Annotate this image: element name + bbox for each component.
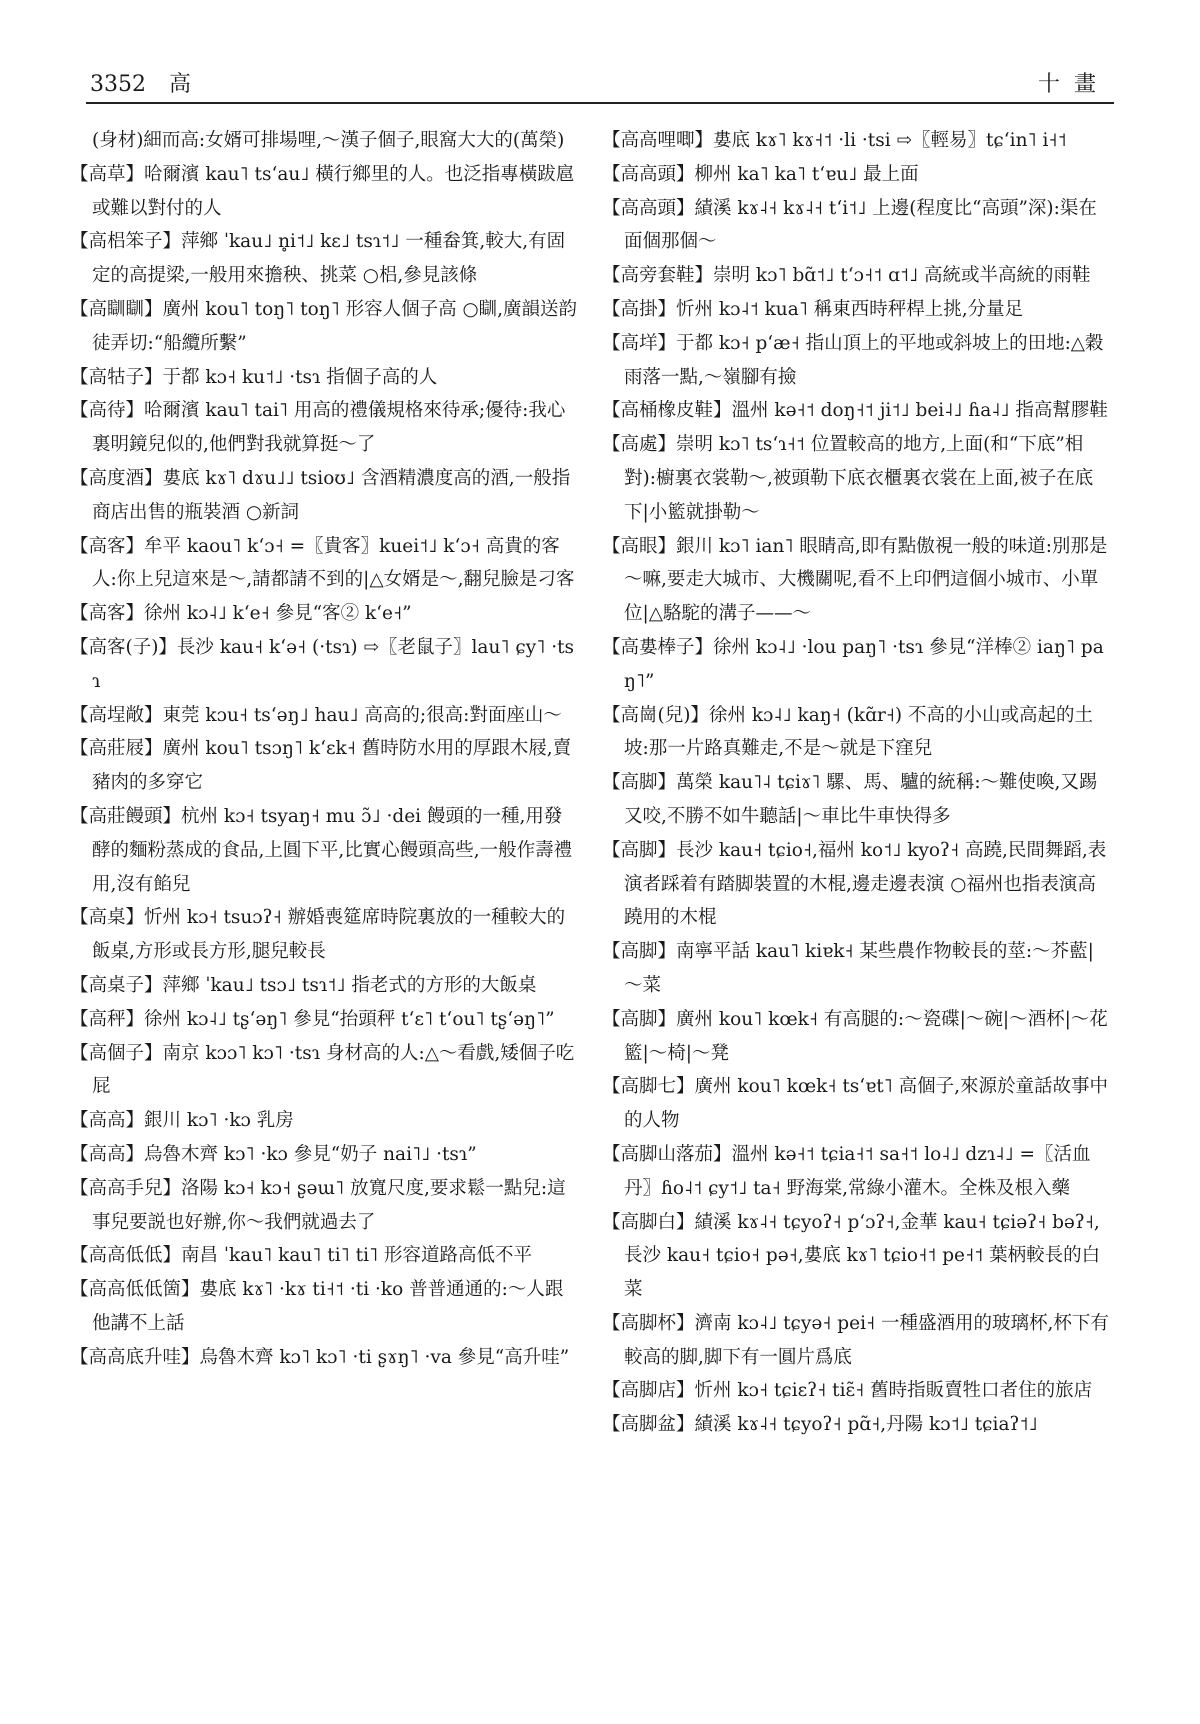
- dictionary-entry: 【高掛】忻州 kɔ˨˦ kua˥ 稱東西時秤桿上挑,分量足: [602, 298, 1024, 320]
- dictionary-entry: 【高垟】于都 kɔ˧ pʻæ˧ 指山頂上的平地或斜坡上的田地:△穀雨落一點,～嶺腳有撿: [602, 332, 1104, 388]
- left-column: [70, 124, 580, 1374]
- dictionary-entry: 【高高頭】柳州 ka˥ ka˥ tʻɐu˩ 最上面: [602, 163, 919, 185]
- dictionary-entry: 【高婁棒子】徐州 kɔ˨˩ ·lou paŋ˥ ·tsɿ 參見“洋棒② iaŋ˥ paŋ˥”: [602, 636, 1104, 692]
- dictionary-entry: 【高脚杯】濟南 kɔ˨˩ tɕyə˧ pei˧ 一種盛酒用的玻璃杯,杯下有較高的脚,脚下有一圓片爲底: [602, 1312, 1109, 1368]
- section-label: 十畫: [1037, 72, 1110, 97]
- right-column: [602, 124, 1112, 1442]
- dictionary-entry: 【高瞓瞓】廣州 kou˥ toŋ˥ toŋ˥ 形容人個子高 ○瞓,廣韻送韵徒弄切:“船纜所繫”: [70, 298, 578, 354]
- dictionary-entry: 【高客】徐州 kɔ˨˩ kʻe˧ 參見“客② kʻe˧”: [70, 603, 412, 625]
- dictionary-entry: 【高秤】徐州 kɔ˨˩ tʂʻəŋ˥ 參見“抬頭秤 tʻɛ˥ tʻou˥ tʂʻəŋ˥”: [70, 1008, 555, 1030]
- dictionary-entry: 【高莊屐】廣州 kou˥ tsɔŋ˥ kʻɛk˧ 舊時防水用的厚跟木屐,賣豬肉的多穿它: [70, 738, 572, 794]
- dictionary-entry: 【高牯子】于都 kɔ˧ ku˦˩ ·tsɿ 指個子高的人: [70, 366, 438, 388]
- dictionary-entry: 【高旁套鞋】崇明 kɔ˥ bɑ̃˦˩ tʻɔ˧˦ ɑ˦˩ 高統或半高統的雨鞋: [602, 265, 1091, 287]
- dictionary-entry: 【高桶橡皮鞋】溫州 kə˧˦ doŋ˧˦ ji˦˩ bei˨˩ ɦa˨˩ 指高幫膠鞋: [602, 400, 1108, 422]
- dictionary-entry: 【高眼】銀川 kɔ˥ ian˥ 眼睛高,即有點傲視一般的味道:別那是～嘛,要走大城市、大機關呢,看不上印們這個小城市、小單位|△駱駝的溝子——～: [602, 535, 1108, 625]
- dictionary-entry: 【高脚盆】績溪 kɤ˨˧ tɕyoʔ˧ pɑ̃˧,丹陽 kɔ˦˩ tɕiaʔ˦˩: [602, 1414, 1038, 1436]
- dictionary-entry: 【高客(子)】長沙 kau˧ kʻə˧ (·tsɿ) ⇨〖老鼠子〗lau˥ ɕy˥ ·tsɿ: [70, 636, 575, 692]
- page-number: 3352: [90, 72, 146, 97]
- page-header: [90, 58, 1110, 98]
- dictionary-entry: (身材)細而高:女婿可排場哩,～漢子個子,眼窩大大的(萬榮): [92, 130, 565, 151]
- header-left: [90, 67, 207, 98]
- dictionary-entry: 【高崗(兒)】徐州 kɔ˨˩ kaŋ˧ (kɑ̃r˧) 不高的小山或高起的土坡:那一片路真難走,不是～就是下窪兒: [602, 704, 1094, 760]
- header-rule: [86, 102, 1114, 104]
- dictionary-entry: 【高高哩唧】婁底 kɤ˥ kɤ˧˦ ·li ·tsi ⇨〖輕易〗tɕʻin˥ i˧˦: [602, 130, 1067, 151]
- dictionary-entry: 【高高低低箇】婁底 kɤ˥ ·kɤ ti˧˦ ·ti ·ko 普普通通的:～人跟他講不上話: [70, 1279, 564, 1334]
- dictionary-entry: 【高脚白】績溪 kɤ˨˧ tɕyoʔ˧ pʻɔʔ˧,金華 kau˧ tɕiəʔ˧ bəʔ˧,長沙 kau˧ tɕio˧ pə˧,婁底 kɤ˥ tɕio˧˦ pe˧˦ 葉柄較長的白菜: [602, 1211, 1101, 1301]
- dictionary-entry: 【高桌】忻州 kɔ˧ tsuɔʔ˧ 辦婚喪筵席時院裏放的一種較大的飯桌,方形或長方形,腿兒較長: [70, 907, 566, 963]
- dictionary-entry: 【高高底升哇】烏魯木齊 kɔ˥ kɔ˥ ·ti ʂɤŋ˥ ·va 參見“高升哇”: [70, 1346, 570, 1368]
- dictionary-entry: 【高高】烏魯木齊 kɔ˥ ·kɔ 參見“奶子 nai˥˩ ·tsɿ”: [70, 1143, 477, 1165]
- head-character: 高: [169, 72, 192, 97]
- dictionary-entry: 【高脚】廣州 kou˥ kœk˧ 有高腿的:～瓷碟|～碗|～酒杯|～花籃|～椅|～凳: [602, 1008, 1108, 1064]
- dictionary-entry: 【高客】牟平 kaou˥ kʻɔ˧ =〖貴客〗kuei˦˩ kʻɔ˧ 高貴的客人:你上兒這來是～,請都請不到的|△女婿是～,翻兒臉是刁客: [70, 535, 575, 591]
- dictionary-entry: 【高脚】萬榮 kau˥˨ tɕiɤ˥ 騾、馬、驢的統稱:～難使喚,又踢又咬,不勝不如牛聽話|～車比牛車快得多: [602, 772, 1098, 827]
- dictionary-entry: 【高高低低】南昌 ˈkau˥ kau˥ ti˥ ti˥ 形容道路高低不平: [70, 1245, 532, 1267]
- dictionary-entry: 【高埕敞】東莞 kɔu˧ tsʻəŋ˩ hau˩ 高高的;很高:對面座山～: [70, 704, 562, 726]
- dictionary-entry: 【高度酒】婁底 kɤ˥ dɤu˩˩ tsioʊ˩ 含酒精濃度高的酒,一般指商店出售的瓶裝酒 ○新詞: [70, 467, 571, 523]
- dictionary-entry: 【高高】銀川 kɔ˥ ·kɔ 乳房: [70, 1110, 294, 1132]
- dictionary-entry: 【高高頭】績溪 kɤ˨˧ kɤ˨˧ tʻi˦˩ 上邊(程度比“高頭”深):渠在面個那個～: [602, 197, 1097, 253]
- dictionary-entry: 【高莊饅頭】杭州 kɔ˧ tsyaŋ˧ mu ɔ̃˩ ·dei 饅頭的一種,用發酵的麵粉蒸成的食品,上圓下平,比實心饅頭高些,一般作壽禮用,沒有餡兒: [70, 805, 573, 895]
- dictionary-entry: 【高高手兒】洛陽 kɔ˧ kɔ˧ ʂəɯ˥ 放寬尺度,要求鬆一點兒:這事兒要説也好辦,你～我們就過去了: [70, 1177, 566, 1233]
- dictionary-entry: 【高脚店】忻州 kɔ˧ tɕiɛʔ˧ tiɛ̃˧ 舊時指販賣牲口者住的旅店: [602, 1380, 1093, 1402]
- dictionary-entry: 【高梠笨子】萍鄉 ˈkau˩ n̥i˦˩ kɛ˩ tsɿ˦˩ 一種畚箕,較大,有固定的高提梁,一般用來擔秧、挑菜 ○梠,參見該條: [70, 231, 566, 287]
- dictionary-entry: 【高處】崇明 kɔ˥ tsʻɿ˧˦ 位置較高的地方,上面(和“下底”相對):櫥裏衣裳勒～,被頭勒下底衣櫃裏衣裳在上面,被子在底下|小籃就掛勒～: [602, 434, 1094, 523]
- dictionary-entry: 【高脚山落茄】溫州 kə˧˦ tɕia˧˦ sa˧˦ lo˨˩ dzɿ˨˩ =〖活血丹〗ɦo˨˦ ɕy˦˩ ta˧ 野海棠,常綠小灌木。全株及根入藥: [602, 1143, 1091, 1199]
- dictionary-entry: 【高待】哈爾濱 kau˥ tai˥ 用高的禮儀規格來待承;優待:我心裏明鏡兒似的,他們對我就算挺～了: [70, 400, 566, 456]
- dictionary-entry: 【高脚】南寧平話 kau˥ kiɐk˧ 某些農作物較長的莖:～芥藍|～菜: [602, 941, 1094, 996]
- dictionary-entry: 【高脚】長沙 kau˧ tɕio˧,福州 ko˦˩ kyoʔ˧ 高蹺,民間舞蹈,表演者踩着有踏脚裝置的木棍,邊走邊表演 ○福州也指表演高蹺用的木棍: [602, 839, 1107, 929]
- dictionary-entry: 【高草】哈爾濱 kau˥ tsʻau˩ 橫行鄉里的人。也泛指專橫跋扈或難以對付的人: [70, 163, 575, 219]
- dictionary-entry: 【高個子】南京 kɔɔ˥ kɔ˥ ·tsɿ 身材高的人:△～看戲,矮個子吃屁: [70, 1042, 575, 1098]
- dictionary-entry: 【高桌子】萍鄉 ˈkau˩ tsɔ˩ tsɿ˦˩ 指老式的方形的大飯桌: [70, 974, 537, 996]
- dictionary-entry: 【高脚七】廣州 kou˥ kœk˧ tsʻɐt˥ 高個子,來源於童話故事中的人物: [602, 1076, 1109, 1132]
